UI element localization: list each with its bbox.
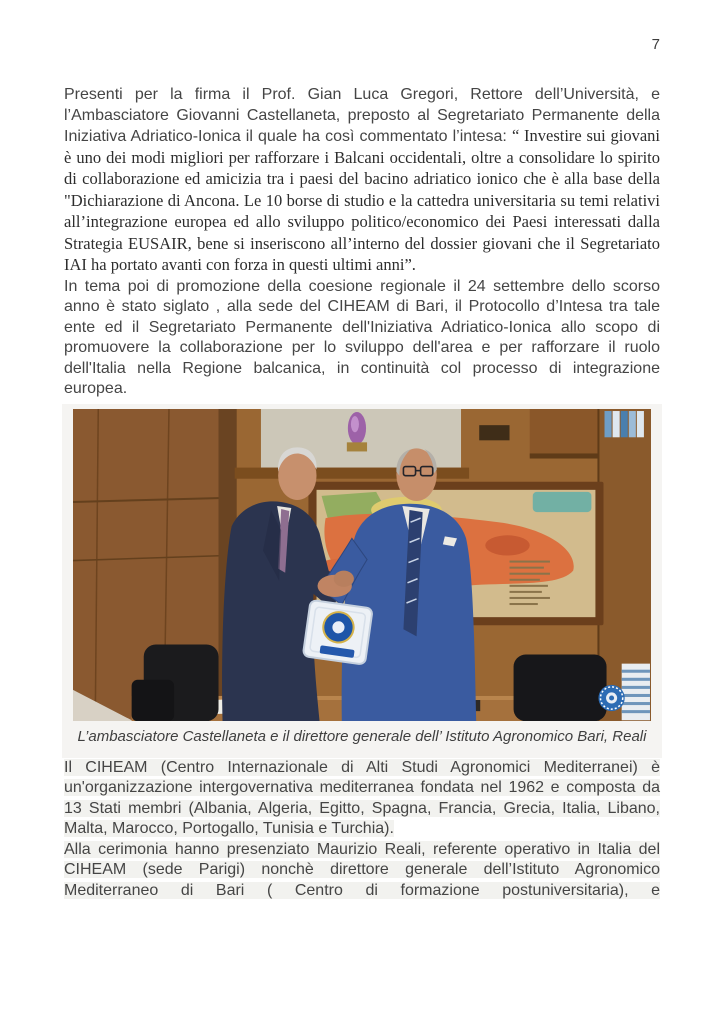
signing-ceremony-photo — [73, 409, 651, 721]
paragraph-ciheam-text: Il CIHEAM (Centro Internazionale di Alti Studi Agronomici Mediterranei) è un'organizzazione intergovernativa mediterranea fondata nel 1962 e composta da 13 Stati membri (Albania, Algeria, Egitto, Spagna, Francia, Grecia, Italia, Libano, Malta, Marocco, Portogallo, Tunisia e Turchia). — [64, 758, 660, 838]
page-number: 7 — [651, 36, 660, 53]
photo-illustration — [73, 409, 651, 721]
office-chair-left — [132, 644, 219, 721]
photo-caption: L’ambasciatore Castellaneta e il direttore generale dell’ Istituto Agronomico Bari, Reali — [77, 727, 647, 745]
paragraph-intro-quote: “ Investire sui giovani è uno dei modi migliori per rafforzare i Balcani occidentali, oltre a consolidare lo spirito di collaborazione ed amicizia tra i paesi del bacino adriatico ionico che è alla base della "Dichiarazione di Ancona. Le 10 borse di studio e la cattedra universitaria su temi relativi all’integrazione europea ed allo sviluppo politico/economico dei Paesi interessati dalla Strategia EUSAIR, bene si inseriscono all’interno del dossier giovani che il Segretariato IAI ha portato avanti con forza in questi ultimi anni”. — [64, 126, 661, 274]
paragraph-intro-sans: Presenti per la firma il Prof. Gian Luca Gregori, Rettore dell’Università, e l’Ambasciatore Giovanni Castellaneta, preposto al Segretariato Permanente della Iniziativa Adriatico-Ionica il quale ha così commentato l’intesa: — [64, 86, 660, 145]
shelf-books — [605, 411, 644, 437]
document-content — [64, 85, 660, 901]
office-chair-right — [514, 654, 607, 721]
booklet-stack — [622, 663, 650, 720]
paragraph-ciheam — [64, 758, 660, 840]
award-plaque — [303, 599, 373, 664]
paragraph-intro — [64, 85, 660, 277]
photo-figure — [62, 404, 662, 758]
paragraph-ceremony — [64, 840, 660, 902]
paragraph-ceremony-text: Alla cerimonia hanno presenziato Maurizio Reali, referente operativo in Italia del CIHEAM (sede Parigi) nonchè direttore generale dell’Istituto Agronomico Mediterraneo di Bari ( Centro di formazione postuniversitaria), e — [64, 840, 660, 899]
ciheam-logo-watermark — [598, 684, 624, 710]
paragraph-protocol: In tema poi di promozione della coesione regionale il 24 settembre dello scorso anno è stato siglato , alla sede del CIHEAM di Bari, il Protocollo d’Intesa tra tale ente ed il Segretariato Permanente dell'Iniziativa Adriatico-Ionica allo scopo di promuovere la collaborazione per lo sviluppo dell'area e per rafforzare il ruolo dell'Italia nella Regione balcanica, in continuità col processo di integrazione europea. — [64, 277, 660, 397]
